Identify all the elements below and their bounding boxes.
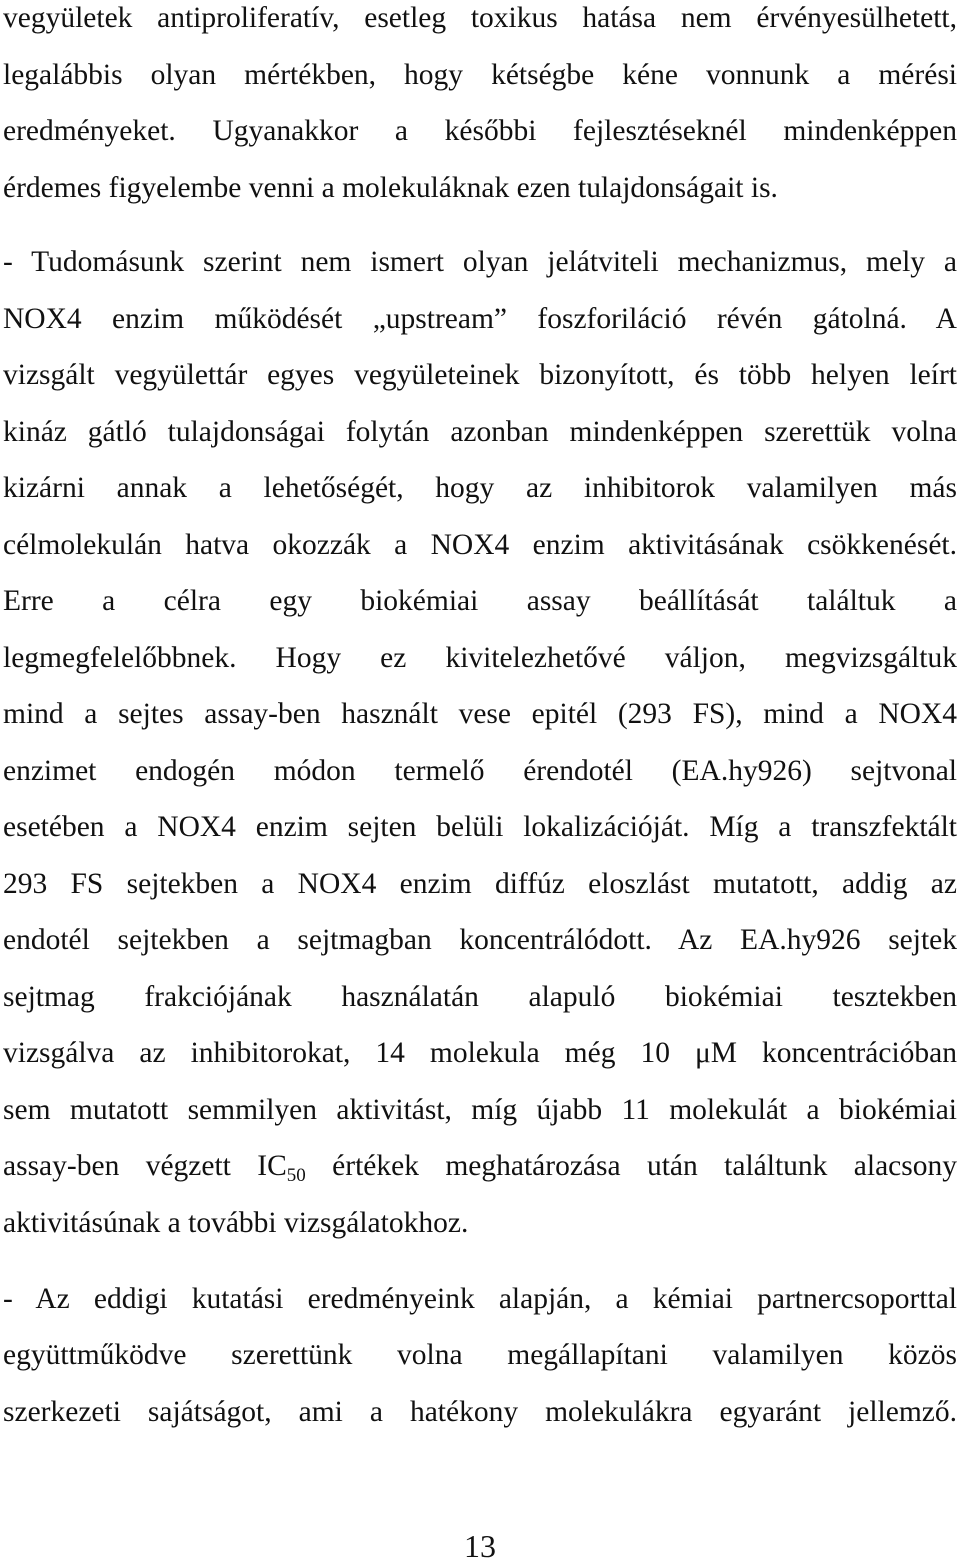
text-line: 293 FS sejtekben a NOX4 enzim diffúz eloszlást mutatott, addig az: [3, 868, 957, 900]
text-line: enzimet endogén módon termelő érendotél (EA.hy926) sejtvonal: [3, 755, 957, 787]
text-line: érdemes figyelembe venni a molekuláknak ezen tulajdonságait is.: [3, 172, 778, 204]
ic50-text-before: assay-ben végzett IC: [3, 1150, 287, 1182]
text-line: együttműködve szerettünk volna megállapítani valamilyen közös: [3, 1339, 957, 1371]
text-line: - Tudomásunk szerint nem ismert olyan jelátviteli mechanizmus, mely a: [3, 246, 957, 278]
text-line: eredményeket. Ugyanakkor a későbbi fejlesztéseknél mindenképpen: [3, 115, 957, 147]
ic50-subscript: 50: [286, 1165, 306, 1186]
text-line: endotél sejtekben a sejtmagban koncentrálódott. Az EA.hy926 sejtek: [3, 924, 957, 956]
text-line: sejtmag frakciójának használatán alapuló biokémiai tesztekben: [3, 981, 957, 1013]
text-line: mind a sejtes assay-ben használt vese epitél (293 FS), mind a NOX4: [3, 698, 957, 730]
text-line-ic50: [3, 1146, 957, 1186]
text-line: célmolekulán hatva okozzák a NOX4 enzim aktivitásának csökkenését.: [3, 529, 957, 561]
text-line: sem mutatott semmilyen aktivitást, míg újabb 11 molekulát a biokémiai: [3, 1094, 957, 1126]
text-line: NOX4 enzim működését „upstream” foszforiláció révén gátolná. A: [3, 303, 957, 335]
text-line: vizsgált vegyülettár egyes vegyületeinek bizonyított, és több helyen leírt: [3, 359, 957, 391]
text-line: aktivitásúnak a további vizsgálatokhoz.: [3, 1207, 469, 1239]
text-line: vegyületek antiproliferatív, esetleg toxikus hatása nem érvényesülhetett,: [3, 2, 957, 34]
text-line: kináz gátló tulajdonságai folytán azonban mindenképpen szerettük volna: [3, 416, 957, 448]
ic50-text-after: értékek meghatározása után találtunk alacsony: [305, 1150, 957, 1182]
text-line: legmegfelelőbbnek. Hogy ez kivitelezhetővé váljon, megvizsgáltuk: [3, 642, 957, 674]
text-line: vizsgálva az inhibitorokat, 14 molekula még 10 μM koncentrációban: [3, 1037, 957, 1069]
text-line: kizárni annak a lehetőségét, hogy az inhibitorok valamilyen más: [3, 472, 957, 504]
text-line: Erre a célra egy biokémiai assay beállítását találtuk a: [3, 585, 957, 617]
page-number: 13: [464, 1528, 496, 1564]
text-line: - Az eddigi kutatási eredményeink alapján, a kémiai partnercsoporttal: [3, 1283, 957, 1315]
text-line: legalábbis olyan mértékben, hogy kétségbe kéne vonnunk a mérési: [3, 59, 957, 91]
text-line: esetében a NOX4 enzim sejten belüli lokalizációját. Míg a transzfektált: [3, 811, 957, 843]
text-line: szerkezeti sajátságot, ami a hatékony molekulákra egyaránt jellemző.: [3, 1396, 957, 1428]
